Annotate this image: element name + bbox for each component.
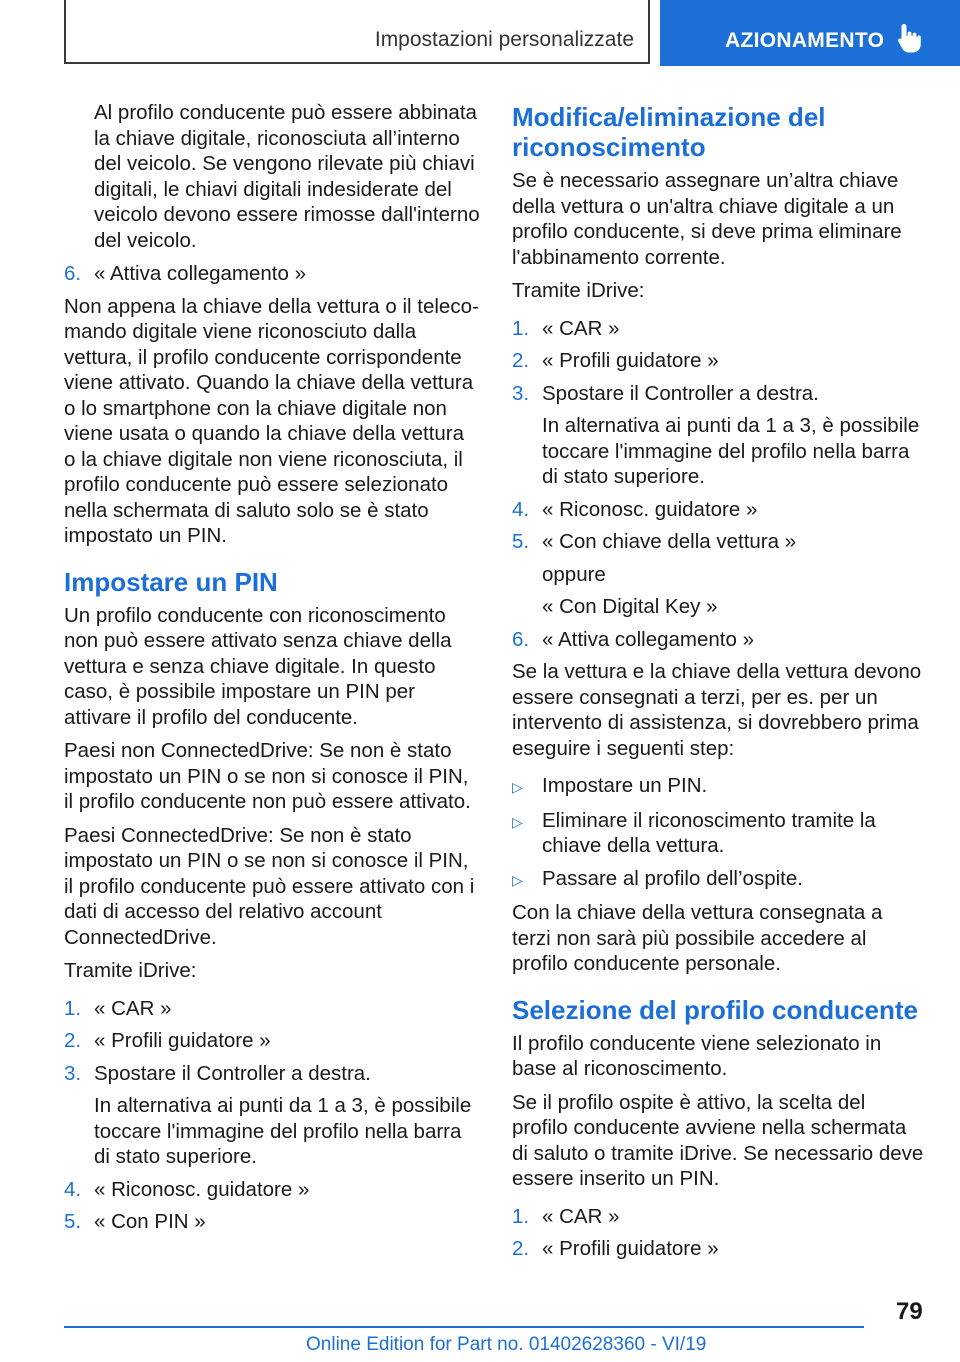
step-text: « Profili guidatore »: [94, 1029, 271, 1052]
step-text: « Attiva collegamento »: [542, 627, 754, 651]
step-item: [512, 529, 926, 555]
body-paragraph: Un profilo conducente con riconoscimento non può essere attivato senza chiave della vettura e senza chiave digitale. In questo caso, è possibile impostare un PIN per attivare il profilo del conducente.: [64, 603, 452, 729]
step-number: 1.: [64, 996, 82, 1020]
step-number: 4.: [64, 1177, 82, 1201]
step-item: [512, 316, 926, 342]
step-number: 5.: [512, 530, 530, 553]
body-paragraph: Se è necessario assegnare un’altra chiave della vettura o un'altra chiave digitale a un profilo conducente, si deve prima eliminare l'abbinamento corrente.: [512, 169, 902, 269]
step-text: « CAR »: [542, 1204, 620, 1228]
step-text: Spostare il Controller a destra.: [542, 381, 819, 405]
step-item: [512, 381, 926, 407]
step-text: « CAR »: [542, 316, 620, 340]
section-heading: Modifica/eliminazione del riconoscimento: [512, 102, 826, 162]
step-text: « CAR »: [94, 996, 172, 1020]
step-subtext: In alternativa ai punti da 1 a 3, è possibile toccare l'immagine del profilo nella barra di stato superiore.: [542, 414, 920, 488]
step-subtext-alt: « Con Digital Key »: [542, 595, 718, 618]
step-subtext-or: oppure: [542, 562, 606, 586]
bullet-text: Eliminare il riconoscimento tramite la chiave della vettura.: [542, 808, 876, 857]
step-number: 1.: [512, 1204, 530, 1228]
step-list: [512, 316, 926, 653]
step-number: 6.: [64, 262, 82, 285]
body-paragraph: Paesi ConnectedDrive: Se non è stato impostato un PIN o se non si conosce il PIN, il profilo conducente può essere attivato con i dati di accesso del relativo account ConnectedDrive.: [64, 823, 475, 949]
section-heading: Selezione del profilo conducente: [512, 994, 918, 1025]
triangle-bullet-icon: ▷: [512, 871, 523, 888]
step-number: 4.: [512, 497, 530, 521]
idrive-label: Tramite iDrive:: [512, 279, 645, 302]
step-item: [512, 348, 926, 374]
step-number: 2.: [512, 1237, 530, 1260]
bullet-item: [512, 773, 926, 801]
body-paragraph: Se il profilo ospite è attivo, la scelta del profilo conducente avviene nella schermata di saluto o tramite iDrive. Se necessario deve essere inserito un PIN.: [512, 1090, 924, 1190]
idrive-label: Tramite iDrive:: [64, 959, 197, 982]
step-number: 1.: [512, 316, 530, 340]
step-item: [64, 1209, 480, 1235]
step-number: 2.: [512, 349, 530, 372]
page-number: 79: [896, 1298, 923, 1325]
bullet-list: [512, 773, 926, 893]
bullet-item: [512, 808, 926, 859]
left-column: [64, 100, 480, 1242]
step-text: « Con PIN »: [94, 1210, 206, 1233]
body-paragraph: Se la vettura e la chiave della vettura devono essere consegnati a terzi, per es. per un intervento di assistenza, si dovrebbero prima eseguire i seguenti step:: [512, 660, 922, 760]
step-item: [512, 1204, 926, 1230]
step-item: [512, 497, 926, 523]
body-paragraph: Non appena la chiave della vettura o il telecomando digitale viene riconosciuto dalla vettura, il profilo conducente corrispondente viene attivato. Quando la chiave della vettura o lo smartphone con la chiave digitale non viene usata o quando la chiave della vettura o la chiave digitale non viene riconosciuta, il profilo conducente può essere selezionato nella schermata di saluto solo se è stato impostato un PIN.: [64, 294, 479, 547]
body-paragraph: Con la chiave della vettura consegnata a terzi non sarà più possibile accedere al profilo conducente personale.: [512, 901, 883, 975]
body-paragraph: Paesi non ConnectedDrive: Se non è stato impostato un PIN o se non si conosce il PIN, il profilo conducente non può essere attivato.: [64, 739, 471, 813]
step-number: 6.: [512, 627, 530, 651]
chapter-tab: [660, 0, 960, 66]
step-text: « Profili guidatore »: [542, 1237, 719, 1260]
section-title: Impostazioni personalizzate: [374, 28, 634, 51]
section-tab: [64, 0, 650, 64]
step-text: Spostare il Controller a destra.: [94, 1061, 371, 1085]
step-list: [512, 1204, 926, 1262]
step-item: [512, 1236, 926, 1262]
page-header: [0, 0, 960, 66]
right-column: [512, 100, 926, 1269]
step-text: « Riconosc. guidatore »: [94, 1177, 310, 1201]
chapter-title: AZIONAMENTO: [725, 29, 885, 52]
step-number: 5.: [64, 1210, 82, 1233]
step-subtext: In alternativa ai punti da 1 a 3, è possibile toccare l'immagine del profilo nella barra di stato superiore.: [94, 1094, 472, 1168]
step-number: 2.: [64, 1029, 82, 1052]
footer-divider: [64, 1326, 864, 1328]
bullet-item: [512, 866, 926, 894]
intro-paragraph: Al profilo conducente può essere abbinata la chiave digitale, riconosciuta all’interno del veicolo. Se vengono rilevate più chiavi digitali, le chiavi digitali indesiderate del veicolo devono essere rimosse dall'interno del veicolo.: [94, 101, 480, 252]
step-item: [512, 627, 926, 653]
step-item: [64, 1177, 480, 1203]
body-paragraph: Il profilo conducente viene selezionato in base al riconoscimento.: [512, 1031, 882, 1080]
edition-note: Online Edition for Part no. 01402628360 - VI/19: [306, 1334, 707, 1355]
section-heading: Impostare un PIN: [64, 566, 278, 597]
step-item: [64, 261, 480, 287]
bullet-text: Passare al profilo dell’ospite.: [542, 866, 803, 890]
step-item: [64, 1061, 480, 1087]
step-text: « Con chiave della vettura »: [542, 530, 797, 553]
step-item: [64, 1028, 480, 1054]
step-number: 3.: [512, 381, 530, 405]
step-text: « Riconosc. guidatore »: [542, 497, 758, 521]
triangle-bullet-icon: ▷: [512, 813, 523, 830]
step-text: « Profili guidatore »: [542, 349, 719, 372]
hand-pointer-icon: [896, 22, 922, 54]
triangle-bullet-icon: ▷: [512, 779, 523, 795]
step-list: [64, 996, 480, 1235]
step-number: 3.: [64, 1061, 82, 1085]
bullet-text: Impostare un PIN.: [542, 774, 708, 797]
step-text: « Attiva collegamento »: [94, 262, 306, 285]
step-item: [64, 996, 480, 1022]
